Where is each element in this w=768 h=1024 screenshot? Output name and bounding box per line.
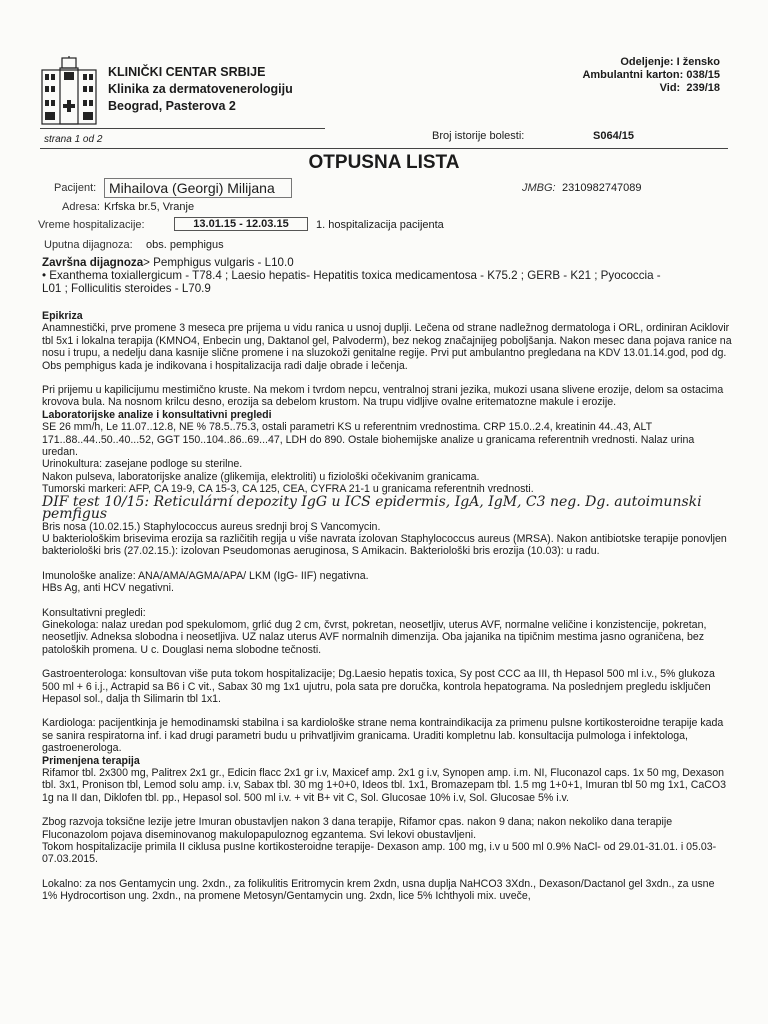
department: Odeljenje: I žensko xyxy=(620,56,720,68)
lab-text-6: U bakteriološkim brisevima erozija sa različitih regija u više navrata izolovan Staphylococcus aureus (MRSA). Nakon antibiotske terapije ponovljen bakteriološki bris (27.02.15.): izolovan Pseudomonas aeruginosa, S Amikacin. Bakteriološki bris erozija (10.03): u radu. xyxy=(42,532,727,558)
imun-text-2: HBs Ag, anti HCV negativni. xyxy=(42,582,174,595)
clinic-address: Beograd, Pasterova 2 xyxy=(108,99,236,113)
gastro-text: Gastroenterologa: konsultovan više puta tokom hospitalizacije; Dg.Laesio hepatis toxica, Sy post CCC aa III, th Hepasol 500 ml i.v., 5% glukoza 500 ml + 6 i.j., Actrapid sa B6 i C vit., Sabax 30 mg 1x1 ujutru, pola sata pre doručka, kontrola hepatograma. Na poslednjem pregledu isključen Hepasol sol., dalja th Silimarin tbl 1x1. xyxy=(42,668,715,705)
razvoj-text-1: Zbog razvoja toksične lezije jetre Imuran obustavljen nakon 3 dana terapije, Rifamor cpas. nakon 9 dana; nakon nekoliko dana terapije Fluconazolom pojava diseminovanog makulopapuloznog egzantema. Svi lekovi obustavljeni. xyxy=(42,816,673,841)
epikriza-title: Epikriza xyxy=(42,310,83,322)
lab-text-1: SE 26 mm/h, Le 11.07..12.8, NE % 78.5..75.3, ostali parametri KS u referentnim vrednostima. CRP 15.0..2.4, kreatinin 44..43, ALT 171..88..44..50..40...52, GGT 150..104..86..69...47, LDH do 890. Ostale biohemijske analize u granicama referentnih vrednosti. Nalaz urina uredan. xyxy=(42,421,695,459)
konsult-title: Konsultativni pregledi: xyxy=(42,606,146,619)
lokalno-text: Lokalno: za nos Gentamycin ung. 2xdn., za folikulitis Eritromycin krem 2xdn, usna duplja NaHCO3 3Xdn., Dexason/Dactanol gel 3xdn., za usne 1% Hydrocortison ung. 2xdn., na promene Metosyn/Gentamycin ung. 2xdn, lice 5% Ichthyoli mix. uveče, xyxy=(42,877,715,903)
record-info xyxy=(582,56,720,95)
terapija-text: Rifamor tbl. 2x300 mg, Palitrex 2x1 gr., Edicin flacc 2x1 gr i.v, Maxicef amp. 2x1 g i.v, Synopen amp. i.m. NI, Fluconazol caps. 1x 50 mg, Dexason tbl. 3x1, Pronison tbl, Lemod solu amp. i.v, Sabax tbl. 30 mg 1+0+0, Ideos tbl. 1x1, Bromazepam tbl. 1.5 mg 1+0+1, Imuran tbl 50 mg 1x1, CaCO3 1g na II dan, Diklofen tbl. pp., Hepasol sol. 500 ml i.v. + vit B+ vit C, Sol. Glucosae 10% i.v, Sol. Glucosae 5% i.v. xyxy=(42,767,727,804)
razvoj-text-2: Tokom hospitalizacije primila II ciklusa pusIne kortikosteroidne terapije- Dexason amp. 100 mg, i.v u 500 ml 0.9% NaCl- od 29.01-31.01. i 05.03-07.03.2015. xyxy=(42,841,717,866)
hospital-logo-icon xyxy=(40,56,98,126)
final-diagnosis: Završna dijagnoza> Pemphigus vulgaris - L10.0 • Exanthema toxiallergicum - T78.4 ; Laesio hepatis- Hepatitis toxica medicamentosa - K75.2 ; GERB - K21 ; Pyococcia - L01 ; Folliculitis steroides - L70.9 xyxy=(42,256,661,295)
lab-text-5: Bris nosa (10.02.15.) Staphylococcus aureus srednji broj S Vancomycin. xyxy=(42,520,381,533)
stay-note: 1. hospitalizacija pacijenta xyxy=(316,219,444,231)
stay-dates: 13.01.15 - 12.03.15 xyxy=(174,217,308,231)
referral-label: Uputna dijagnoza: xyxy=(44,239,133,251)
anamneza-text: Anamnestički, prve promene 3 meseca pre prijema u vidu ranica u usnoj duplji. Lečena od strane nadležnog dermatologa i ORL, ordiniran Aciklovir tbl 5x1 i lokalna terapija (KMNO4, Enbecin ung, Daktanol gel, Palvoderm), bez nekog značajnijeg poboljšanja. Nakon mesec dana pojava ranice na nosu i trupu, a nedelju dana kasnije slične promene i na sluzokoži genitalne regije. Prvi put ambulantno pregledana na KDV 13.01.14.god, pod dg. Obs pemphigus kada je indikovana i hospitalizacija radi dalje obrade i lečenja. xyxy=(42,322,732,372)
institution-name: KLINIČKI CENTAR SRBIJE xyxy=(108,65,266,79)
patient-label: Pacijent: xyxy=(54,182,97,194)
page-number: strana 1 od 2 xyxy=(44,134,103,145)
divider xyxy=(40,148,728,149)
jmbg-label: JMBG: xyxy=(522,182,556,194)
final-diagnosis-additional: • Exanthema toxiallergicum - T78.4 ; Laesio hepatis- Hepatitis toxica medicamentosa - K75.2 ; GERB - K21 ; Pyococcia - L01 ; Folliculitis steroides - L70.9 xyxy=(42,269,661,295)
final-diagnosis-label: Završna dijagnoza xyxy=(42,256,144,269)
clinic-name: Klinika za dermatovenerologiju xyxy=(108,82,293,96)
institution-block xyxy=(108,64,293,115)
epikriza-section xyxy=(42,310,732,903)
lab-text-3: Nakon pulseva, laboratorijske analize (glikemija, elektroliti) u fiziološki očekivanim granicama. xyxy=(42,470,480,483)
final-diagnosis-main: Pemphigus vulgaris - L10.0 xyxy=(153,256,294,269)
terapija-title: Primenjena terapija xyxy=(42,754,140,767)
jmbg-value: 2310982747089 xyxy=(562,182,642,194)
prijem-text: Pri prijemu u kapilicijumu mestimično kruste. Na mekom i tvrdom nepcu, ventralnoj strani jezika, mukozi usana slivene erozije, delom sa ostacima krovova bula. Na nosnom krilcu desno, erozija sa debelom krustom. Na trupu vidljive ovalne eritematozne makule i erozije. xyxy=(42,384,724,409)
kardio-text: Kardiologa: pacijentkinja je hemodinamski stabilna i sa kardiološke strane nema kontraindikacija za primenu pulsne kortikosteroidne terapije kada se sanira respiratorna inf. i kad drugi parametri budu u prihvatljivim granicama. Uraditi kompletnu lab. konsultacija pulmologa i infektologa, gastroenerologa. xyxy=(42,717,724,755)
address-value: Krfska br.5, Vranje xyxy=(104,201,195,213)
referral-value: obs. pemphigus xyxy=(146,239,224,251)
vid-value: 239/18 xyxy=(686,82,720,94)
lab-text-2: Urinokultura: zasejane podloge su sterilne. xyxy=(42,458,243,471)
outpatient-card: Ambulantni karton: 038/15 xyxy=(582,69,720,81)
history-label: Broj istorije bolesti: xyxy=(432,130,525,142)
history-number: S064/15 xyxy=(593,130,634,142)
imun-text-1: Imunološke analize: ANA/AMA/AGMA/APA/ LKM (IgG- IIF) negativna. xyxy=(42,569,369,582)
lab-title: Laboratorijske analize i konsultativni pregledi xyxy=(42,408,272,421)
document-title: OTPUSNA LISTA xyxy=(308,152,460,173)
divider xyxy=(40,128,325,129)
ginekolog-text: Ginekologa: nalaz uredan pod spekulomom, grlić dug 2 cm, čvrst, pokretan, neosetljiv, uterus AVF, normalne veličine i konzistencije, pokretan, neosetljiv. Adneksa slobodna i neosetljiva. UZ nalaz uterus AVF normalnih dimenzija. Oba jajanika na tipičnim mestima jasno ograničena, bez patoloških promena. U c. Douglasi nema slobodne tečnosti. xyxy=(42,618,707,656)
vid-line: Vid: 239/18 xyxy=(659,82,720,94)
lab-text-4: Tumorski markeri: AFP, CA 19-9, CA 15-3, CA 125, CEA, CYFRA 21-1 u granicama referentnih vrednosti. xyxy=(42,483,534,496)
address-label: Adresa: xyxy=(62,201,100,213)
patient-name: Mihailova (Georgi) Milijana xyxy=(104,178,292,198)
stay-label: Vreme hospitalizacije: xyxy=(38,219,145,231)
handwritten-note: DIF test 10/15: Reticulární depozity IgG u ICS epidermis, IgA, IgM, C3 neg. Dg. autoimunski pemfigus xyxy=(42,493,702,523)
